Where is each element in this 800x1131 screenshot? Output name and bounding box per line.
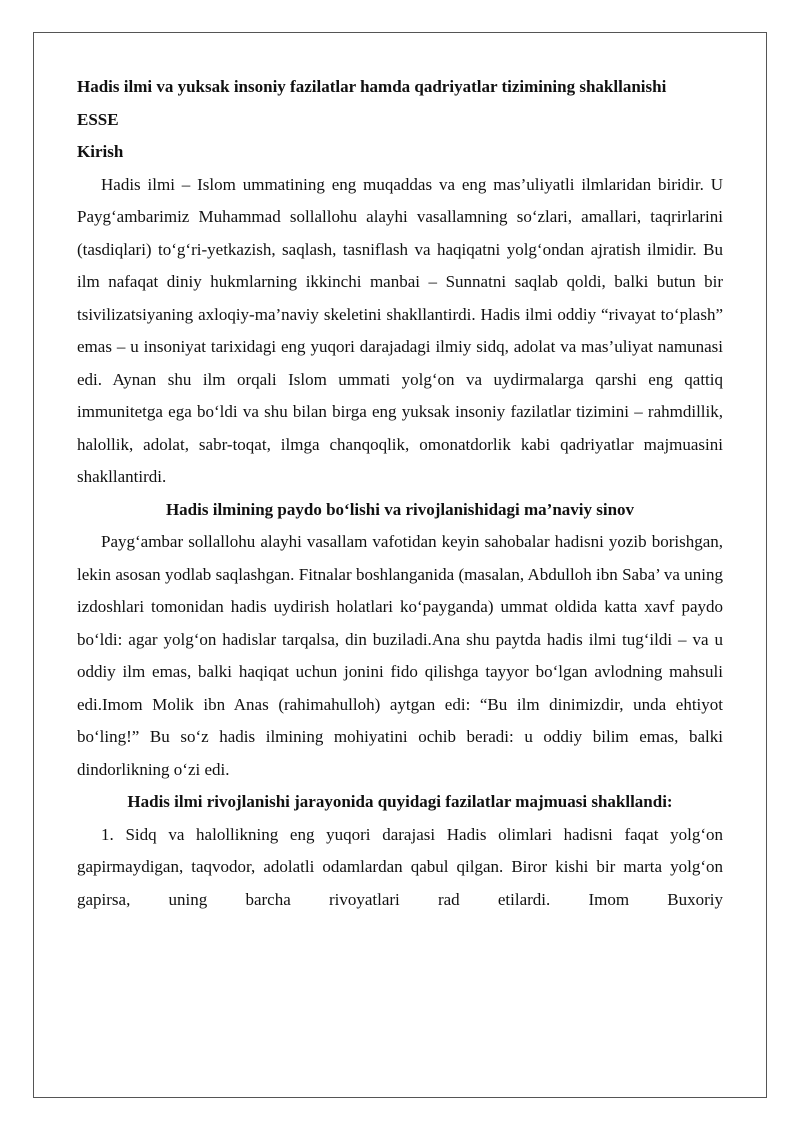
- document-title: Hadis ilmi va yuksak insoniy fazilatlar hamda qadriyatlar tizimining shakllanishi: [77, 77, 667, 96]
- section-heading-origin: Hadis ilmining paydo bo‘lishi va rivojlanishidagi ma’naviy sinov: [165, 499, 635, 519]
- document-genre: ESSE: [77, 109, 119, 129]
- section-heading-virtues: Hadis ilmi rivojlanishi jarayonida quyidagi fazilatlar majmuasi shakllandi:: [127, 792, 673, 811]
- virtues-paragraph: 1. Sidq va halollikning eng yuqori darajasi Hadis olimlari hadisni faqat yolg‘on gapirmaydigan, taqvodor, adolatli odamlardan qabul qilgan. Biror kishi bir marta yolg‘on gapirsa, uning barcha rivoyatlari rad etilardi. Imom Buxoriy: [77, 824, 723, 909]
- document-body: [77, 71, 723, 916]
- origin-paragraph: Payg‘ambar sollallohu alayhi vasallam vafotidan keyin sahobalar hadisni yozib borishgan, lekin asosan yodlab saqlashgan. Fitnalar boshlanganida (masalan, Abdulloh ibn Saba’ va uning izdoshlari tomonidan hadis uydirish holatlari ko‘payganda) ummat oldida katta xavf paydo bo‘ldi: agar yolg‘on hadislar tarqalsa, din buziladi.Ana shu paytda hadis ilmi tug‘ildi – va u oddiy ilm emas, balki haqiqat uchun jonini fido qilishga tayyor bo‘lgan avlodning mahsuli edi.Imom Molik ibn Anas (rahimahulloh) aytgan edi: “Bu ilm dinimizdir, unda ehtiyot bo‘ling!” Bu so‘z hadis ilmining mohiyatini ochib beradi: u oddiy bilim emas, balki dindorlikning o‘zi edi.: [77, 532, 723, 779]
- intro-heading: Kirish: [77, 142, 124, 161]
- intro-paragraph: Hadis ilmi – Islom ummatining eng muqaddas va eng mas’uliyatli ilmlaridan biridir. U Payg‘ambarimiz Muhammad sollallohu alayhi vasallamning so‘zlari, amallari, taqrirlarini (tasdiqlari) to‘g‘ri-yetkazish, saqlash, tasniflash va haqiqatni yolg‘ondan ajratish ilmidir. Bu ilm nafaqat diniy hukmlarning ikkinchi manbai – Sunnatni saqlab qoldi, balki butun bir tsivilizatsiyaning axloqiy-ma’naviy skeletini shakllantirdi. Hadis ilmi oddiy “rivayat to‘plash” emas – u insoniyat tarixidagi eng yuqori darajadagi ilmiy sidq, adolat va mas’uliyat namunasi edi. Aynan shu ilm orqali Islom ummati yolg‘on va uydirmalarga qarshi eng qattiq immunitetga ega bo‘ldi va shu bilan birga eng yuksak insoniy fazilatlar tizimini – rahmdillik, halollik, adolat, sabr-toqat, ilmga chanqoqlik, omonatdorlik kabi qadriyatlar majmuasini shakllantirdi.: [77, 174, 723, 486]
